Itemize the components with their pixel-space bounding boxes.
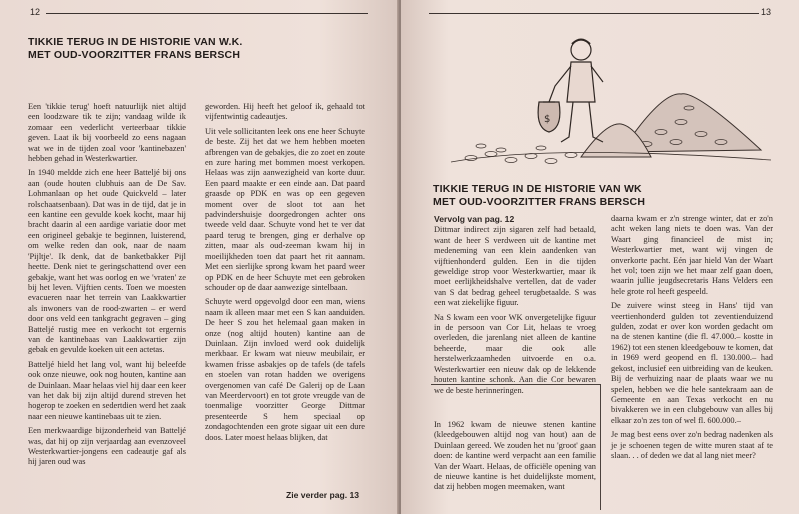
paragraph: Een 'tikkie terug' hoeft natuurlijk niet altijd een loodzware tik te zijn; vandaag wilde ik zomaar een vederlicht verteerbaar tikkie geven. Laat ik bij voorbeeld zo eens nagaan wat we in de tijden zoal voor 'kantinebazen' hebben gehad in Westerkwartier. bbox=[28, 102, 186, 164]
headline-left bbox=[28, 36, 368, 62]
svg-text:$: $ bbox=[544, 114, 551, 125]
left-column-2 bbox=[205, 102, 365, 447]
headline-left-line1: TIKKIE TERUG IN DE HISTORIE VAN W.K. bbox=[28, 36, 243, 48]
headline-right-line2: MET OUD-VOORZITTER FRANS BERSCH bbox=[433, 196, 646, 208]
paragraph: Een merkwaardige bijzonderheid van Batteljé was, dat hij op zijn verjaardag aan evenzoveel Westerkwartier-jongens een cadeautje gaf als hij jaren oud was bbox=[28, 426, 186, 467]
paragraph: Dittmar indirect zijn sigaren zelf had betaald, want de heer S verdween uit de kantine met medeneming van een klein aandenken van vijftienhonderd gulden. Een in die tijden geweldige strop voor Westerkwartier, maar ik moet eerlijkheidshalve vertellen, dat de vader van S dat bedrag geheel terugbetaalde. S was een wat ziekelijke figuur. bbox=[434, 225, 596, 308]
paragraph: Na S kwam een voor WK onvergetelijke figuur in de persoon van Cor Lit, helaas te vroeg overleden, die jarenlang niet alleen de kantine beheerde, maar die ook alle herstelwerkzaamheden uitvoerde en o.a. Westerkwartier een nieuw dak op de lekkende houten kantine schonk. Aan die Cor bewaren we de beste herinneringen. bbox=[434, 312, 596, 395]
paragraph: Uit vele sollicitanten leek ons ene heer Schuyte de beste. Zij het dat we hem hebben moeten afbrengen van de gebakjes, die zo zoet en zoute en zure haring met bommen moest verkopen. Helaas was zijn aanwezigheid van korte duur. Een paard maakte er een einde aan. Dat paard graasde op PDK en was op een gegeven moment over de sloot tot aan het padvindershuisje doorgedrongen achter ons tweede veld daar. Schuyte vond het te ver dat paard terug te brengen, ging er derhalve op zitten, maar als oud-zeeman kwam hij in moeilijkheden toen dat paart het rit aannam. Met een sierlijke sprong kwam het paard weer op PDK en de heer Schuyte met een gebroken schouder op de daar aanwezige sintelbaan. bbox=[205, 126, 365, 292]
headline-right bbox=[433, 183, 773, 209]
right-page bbox=[401, 0, 799, 514]
paragraph: In 1940 meldde zich ene heer Batteljé bij ons aan (oude houten clubhuis aan de De Sav. Lohmanlaan op het oude Quickveld – later rolschaatsenbaan). Dat was in de tijd, dat je in een kantine een gevulde koek kocht, maar hij bracht daarin al een aardige variatie door met een origineel gebakje te beginnen, luisterend, om welke reden dan ook, naar de naam 'Pijltje'. Ik denk, dat de banketbakker Pijl heette. Denk niet te geringschattend over een gebakje, want het was oorlog en we 'vraten' ze bij het leven. Vijftien cents. Toen we moesten evacueren naar het terrein van Laakkwartier als inwoners van de rood-zwarten – er werd door ons veld een tankgracht gegraven – ging Batteljé rustig mee en verkocht tot ergernis van de kantinebaas van Laakkwartier zijn gebak en gevulde koeken uit een actetas. bbox=[28, 168, 186, 355]
paragraph: In 1962 kwam de nieuwe stenen kantine (kleedgebouwen altijd nog van hout) aan de Duinlaan gereed. We zouden het nu 'groot' gaan doen: de kantine werd verpacht aan een familie Van der Waart. Helaas, de officiële opening van de nieuwe kantine is het duidelijkste moment, dat zij hebben mogen meemaken, want bbox=[434, 420, 596, 492]
paragraph: geworden. Hij heeft het geloof ik, gehaald tot vijfentwintig cadeautjes. bbox=[205, 102, 365, 122]
headline-right-line1: TIKKIE TERUG IN DE HISTORIE VAN WK bbox=[433, 183, 642, 195]
headline-left-line2: MET OUD-VOORZITTER FRANS BERSCH bbox=[28, 49, 241, 61]
header-rule-left bbox=[46, 13, 368, 14]
cartoon-man-with-money-bags-icon bbox=[431, 32, 781, 172]
header-rule-right bbox=[429, 13, 759, 14]
left-page bbox=[0, 0, 399, 514]
continued-label: Vervolg van pag. 12 bbox=[434, 214, 515, 224]
left-column-1 bbox=[28, 102, 186, 472]
paragraph: Je mag best eens over zo'n bedrag nadenken als je je schoenen tegen de witte muren staat af te slaan. . . of deden we dat al lang niet meer? bbox=[611, 430, 773, 460]
paragraph: De zuivere winst steeg in Hans' tijd van veertienhonderd gulden tot zeventienduizend gulden, zodat er over kon worden gedacht om na de stenen kantine (die fl. 47.000.– kostte in 1962) tot een stenen kleedgebouw te komen, dat in 1969 werd geopend en fl. 130.000.– had gekost, inclusief een uitbreiding van de keuken. Bij de verhuizing naar de plaats waar we nu spelen, hebben we die hele santekraam aan de Gemeente en aan Texas verkocht en nu bivakkeren we in een clubgebouw van alles bij elkaar zo'n zes ton of wel fl. 600.000.– bbox=[611, 301, 773, 425]
paragraph: daarna kwam er z'n strenge winter, dat er zo'n acht weken lang niets te doen was. Van der Waart ging financieel de mist in; Westerkwartier met, want wij vingen de onverkorte pacht. Eén jaar hield Van der Waart het vol; toen zijn we het maar zelf gaan doen, waarin jullie jeugdsecretaris Hans Velders een hele grote rol heeft gespeeld. bbox=[611, 214, 773, 296]
right-column-1-bottom bbox=[434, 420, 596, 497]
paragraph: Batteljé hield het lang vol, want hij beleefde ook onze nieuwe, ook nog houten, kantine aan de Duinlaan. Maar helaas viel hij daar een keer van het dak bij zijn altijd durend streven het hogerop te zoeken en sedertdien werd het zaak naar een nieuwe kantinebaas uit te zien. bbox=[28, 359, 186, 421]
column-divider-vertical bbox=[600, 384, 601, 510]
paragraph: Schuyte werd opgevolgd door een man, wiens naam ik alleen maar met een S kan aanduiden. De heer S zou het helemaal gaan maken in onze (nog altijd houten) kantine aan de Duinlaan. Zijn invloed werd ook duidelijk merkbaar. Er kwam wat nieuw meubilair, er kwamen frisse asbakjes op de tafels (de tafels en stoelen van rotan hadden we overigens overgenomen van café De Galerij op de Laan van Meerdervoort) en tot grote vreugde van de toenmalige voorzitter George Dittmar presenteerde S hem speciaal op zondagochtenden een grote sigaar uit een dure doos. Later moest helaas blijken, dat bbox=[205, 297, 365, 442]
right-column-1-top bbox=[434, 214, 596, 400]
page-number-left: 12 bbox=[30, 7, 41, 17]
page-number-right: 13 bbox=[761, 7, 772, 17]
column-divider bbox=[431, 384, 601, 385]
continue-note: Zie verder pag. 13 bbox=[286, 490, 360, 500]
right-column-2 bbox=[611, 214, 773, 465]
